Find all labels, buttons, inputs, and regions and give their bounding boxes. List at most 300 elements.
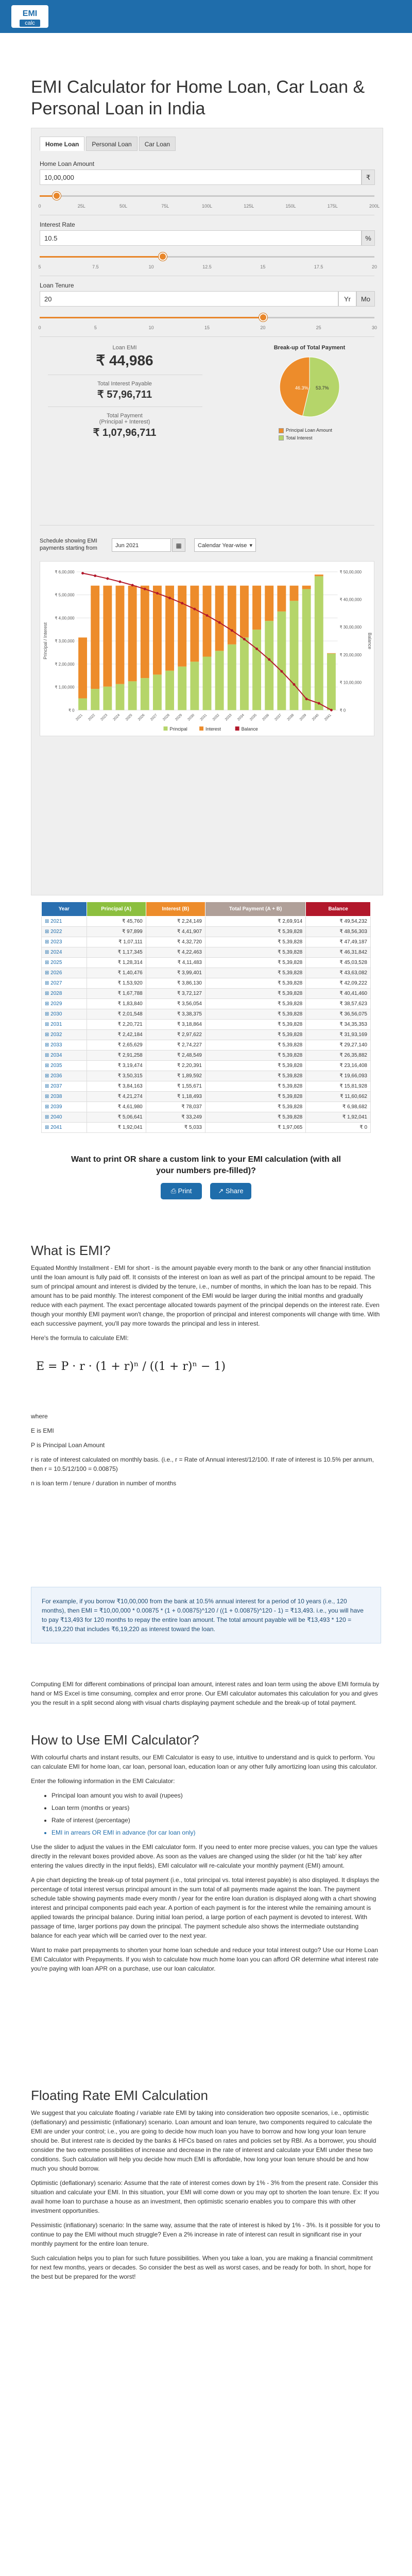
table-cell: ₹ 1,83,840	[87, 999, 146, 1009]
share-button[interactable]: ↗ Share	[210, 1183, 251, 1199]
heading-what-is-emi: What is EMI?	[31, 1243, 111, 1258]
chart-x-tick-label: 2031	[199, 713, 208, 722]
chart-bar-principal	[265, 621, 273, 710]
chart-right-tick-label: ₹ 50,00,000	[339, 569, 362, 574]
table-cell: ₹ 4,21,274	[87, 1092, 146, 1102]
table-cell: ₹ 3,18,864	[146, 1020, 205, 1030]
slider-tick-label: 20	[260, 325, 266, 330]
tenure-unit-months[interactable]: Mo	[356, 291, 375, 307]
schedule-start-date-input[interactable]: Jun 2021	[112, 538, 171, 552]
table-cell: ₹ 1,67,788	[87, 989, 146, 999]
table-cell: ₹ 2,20,721	[87, 1020, 146, 1030]
table-cell: ₹ 4,32,720	[146, 937, 205, 947]
chart-x-tick-label: 2039	[299, 713, 307, 722]
slider-tick-label: 17.5	[314, 264, 323, 269]
share-icon: ↗	[218, 1187, 224, 1195]
slider-tick-label: 5	[38, 264, 41, 269]
def-e: E is EMI	[31, 1427, 54, 1434]
formula-definitions	[31, 1412, 381, 1493]
chart-x-tick-label: 2033	[224, 713, 233, 722]
chart-x-tick-label: 2038	[286, 713, 295, 722]
table-cell: ₹ 5,39,828	[205, 1061, 305, 1071]
table-cell: ₹ 2,24,149	[146, 917, 205, 927]
slider-tick-label: 15	[260, 264, 266, 269]
slider-tick-label: 10	[148, 325, 154, 330]
year-cell[interactable]: ⊞ 2039	[42, 1102, 87, 1112]
chart-x-tick-label: 2021	[75, 713, 83, 722]
year-cell[interactable]: ⊞ 2033	[42, 1040, 87, 1050]
table-cell: ₹ 31,93,169	[306, 1030, 371, 1040]
table-cell: ₹ 5,39,828	[205, 1050, 305, 1061]
chart-bar-principal	[178, 667, 186, 710]
year-cell[interactable]: ⊞ 2041	[42, 1123, 87, 1133]
tab-home-loan[interactable]: Home Loan	[40, 137, 84, 151]
chart-x-tick-label: 2037	[274, 713, 283, 722]
chart-bar-interest	[78, 637, 87, 698]
table-cell: ₹ 29,27,140	[306, 1040, 371, 1050]
loan-tenure-input[interactable]: 20	[40, 291, 338, 307]
loan-tenure-ticks	[38, 325, 377, 332]
table-cell: ₹ 3,84,163	[87, 1081, 146, 1092]
table-cell: ₹ 4,22,463	[146, 947, 205, 958]
table-header: Balance	[306, 902, 371, 917]
chart-bar-interest	[203, 586, 212, 657]
table-cell: ₹ 1,97,065	[205, 1123, 305, 1133]
table-cell: ₹ 97,899	[87, 927, 146, 937]
interest-rate-unit: %	[362, 230, 375, 246]
pie-principal-pct: 46.3%	[295, 385, 308, 391]
table-row[interactable]	[42, 958, 371, 968]
table-cell: ₹ 6,98,682	[306, 1102, 371, 1112]
year-cell[interactable]: ⊞ 2029	[42, 999, 87, 1009]
slider-tick-label: 10	[148, 264, 154, 269]
table-row[interactable]	[42, 1050, 371, 1061]
heading-how-to-use: How to Use EMI Calculator?	[31, 1732, 199, 1748]
chart-right-axis-label: Balance	[367, 632, 373, 650]
year-cell[interactable]: ⊞ 2028	[42, 989, 87, 999]
interest-rate-slider[interactable]	[40, 249, 374, 264]
table-row[interactable]	[42, 1071, 371, 1081]
table-cell: ₹ 11,60,662	[306, 1092, 371, 1102]
tab-personal-loan[interactable]: Personal Loan	[86, 137, 137, 151]
chart-bar-principal	[103, 687, 112, 710]
chart-bar-interest	[240, 586, 249, 638]
total-payment-label: Total Payment	[107, 413, 143, 419]
year-cell[interactable]: ⊞ 2038	[42, 1092, 87, 1102]
table-row[interactable]	[42, 1040, 371, 1050]
tab-car-loan[interactable]: Car Loan	[139, 137, 176, 151]
print-button[interactable]: ⎙ Print	[161, 1183, 202, 1199]
table-cell: ₹ 4,61,980	[87, 1102, 146, 1112]
chart-bar-interest	[190, 586, 199, 662]
pie-svg	[248, 351, 371, 423]
table-header: Principal (A)	[87, 902, 146, 917]
payment-schedule-chart	[40, 561, 374, 736]
year-cell[interactable]: ⊞ 2040	[42, 1112, 87, 1123]
table-cell: ₹ 2,42,184	[87, 1030, 146, 1040]
table-cell: ₹ 1,07,111	[87, 937, 146, 947]
chart-bar-principal	[252, 630, 261, 710]
slider-tick-label: 0	[38, 325, 41, 330]
chart-bar-principal	[153, 674, 162, 710]
chart-x-tick-label: 2029	[175, 713, 183, 722]
total-interest-value: ₹ 57,96,711	[97, 389, 152, 400]
site-header	[0, 0, 412, 33]
chart-point-balance	[193, 608, 196, 611]
chart-legend-label: Principal	[169, 726, 187, 732]
where-label: where	[31, 1413, 48, 1420]
chart-bar-interest	[252, 586, 261, 630]
year-cell[interactable]: ⊞ 2037	[42, 1081, 87, 1092]
table-cell: ₹ 5,39,828	[205, 989, 305, 999]
chart-bar-principal	[165, 671, 174, 710]
table-cell: ₹ 5,033	[146, 1123, 205, 1133]
slider-tick-label: 125L	[244, 204, 254, 209]
para-how-intro: With colourful charts and instant results, our EMI Calculator is easy to use, intuitive to understand and is quick to perform. You can calculate EMI for home loan, car loan, personal loan, education loan or any other fully amortizing loan using this calculator.	[31, 1754, 377, 1770]
table-cell: ₹ 5,39,828	[205, 978, 305, 989]
chart-bar-interest	[302, 586, 311, 589]
def-r: r is rate of interest calculated on monthly basis. (i.e., r = Rate of Annual interest/12/100. If rate of interest is 10.5% per annum, then r = 10.5/12/100 = 0.00875)	[31, 1456, 374, 1472]
chart-point-balance	[106, 578, 109, 580]
table-cell: ₹ 1,92,041	[87, 1123, 146, 1133]
para-pie-chart: A pie chart depicting the break-up of total payment (i.e., total principal vs. total interest payable) is also displayed. It displays the percentage of total interest versus principal amount in the sum total of all payments made against the loan. The payment schedule table showing payments made every month / year for the entire loan duration is displayed along with a chart showing interest and principal components paid each year. A portion of each payment is for the interest while the remaining amount is applied towards the principal balance. During initial loan period, a large portion of each payment is devoted to interest. With passage of time, larger portions pay down the principal. The payment schedule also shows the intermediate outstanding balance for each year which will be carried over to the next year.	[31, 1876, 380, 1939]
chart-x-tick-label: 2035	[249, 713, 258, 722]
table-row[interactable]	[42, 1123, 371, 1133]
schedule-view-select[interactable]: Calendar Year-wise ▾	[194, 538, 256, 552]
slider-tick-label: 150L	[285, 204, 296, 209]
para-optimistic: Optimistic (deflationary) scenario: Assume that the rate of interest comes down by 1% - 3% from the present rate. Consider this situation and calculate your EMI. In this situation, your EMI will come down or you may opt to shorten the loan tenure. Ex: If you avail home loan to purchase a house as an investment, then optimistic scenario enables you to compare this with other investment opportunities.	[31, 2179, 379, 2214]
table-cell: ₹ 45,760	[87, 917, 146, 927]
chart-point-balance	[168, 597, 171, 599]
loan-amount-input[interactable]: 10,00,000	[40, 170, 362, 185]
loan-amount-ticks	[38, 204, 380, 211]
table-cell: ₹ 19,66,093	[306, 1071, 371, 1081]
payment-breakup-pie-chart	[248, 345, 371, 443]
slider-tick-label: 25L	[77, 204, 85, 209]
table-row[interactable]	[42, 1081, 371, 1092]
table-cell: ₹ 1,55,671	[146, 1081, 205, 1092]
article-how-to-use	[31, 1731, 381, 1978]
year-cell[interactable]: ⊞ 2034	[42, 1050, 87, 1061]
chart-bar-interest	[141, 586, 149, 678]
table-cell: ₹ 5,39,828	[205, 968, 305, 978]
table-cell: ₹ 78,037	[146, 1102, 205, 1112]
list-item: • Loan term (months or years)	[52, 1803, 381, 1812]
chart-point-balance	[293, 683, 296, 686]
chart-x-tick-label: 2023	[100, 713, 109, 722]
loan-amount-label: Home Loan Amount	[40, 160, 95, 167]
year-cell[interactable]: ⊞ 2022	[42, 927, 87, 937]
total-interest-result	[40, 381, 210, 401]
table-header: Total Payment (A + B)	[205, 902, 305, 917]
chart-x-tick-label: 2028	[162, 713, 170, 722]
chart-x-tick-label: 2040	[311, 713, 320, 722]
article-floating-rate	[31, 2087, 381, 2286]
para-pessimistic: Pessimistic (inflationary) scenario: In the same way, assume that the rate of interest is hiked by 1% - 3%. Is it possible for you to continue to pay the EMI without much struggle? Even a 2% increase in rate of interest can result in significant rise in your monthly payment for the entire loan tenure.	[31, 2222, 381, 2247]
slider-tick-label: 25	[316, 325, 321, 330]
chart-bar-principal	[290, 601, 299, 710]
chart-bar-interest	[103, 586, 112, 687]
schedule-controls	[40, 535, 374, 556]
slider-tick-label: 5	[94, 325, 97, 330]
table-cell: ₹ 15,81,928	[306, 1081, 371, 1092]
payment-schedule-table	[41, 902, 371, 1133]
table-row[interactable]	[42, 999, 371, 1009]
table-row[interactable]	[42, 968, 371, 978]
chart-x-tick-label: 2041	[323, 713, 332, 722]
table-row[interactable]	[42, 1009, 371, 1020]
chart-left-tick-label: ₹ 4,00,000	[55, 616, 75, 621]
chart-bar-principal	[240, 637, 249, 710]
table-cell: ₹ 33,249	[146, 1112, 205, 1123]
table-cell: ₹ 2,74,227	[146, 1040, 205, 1050]
slider-tick-label: 15	[204, 325, 210, 330]
chart-point-balance	[206, 614, 209, 617]
slider-tick-label: 0	[38, 204, 41, 209]
loan-amount-unit: ₹	[362, 170, 375, 185]
chart-x-tick-label: 2025	[125, 713, 133, 722]
slider-tick-label: 175L	[327, 204, 338, 209]
table-cell: ₹ 1,89,592	[146, 1071, 205, 1081]
table-row[interactable]	[42, 937, 371, 947]
article-what-is-emi	[31, 1242, 381, 1348]
table-cell: ₹ 3,99,401	[146, 968, 205, 978]
table-row[interactable]	[42, 978, 371, 989]
table-cell: ₹ 1,17,345	[87, 947, 146, 958]
interest-rate-ticks	[38, 264, 377, 272]
chart-left-tick-label: ₹ 0	[68, 708, 75, 713]
table-cell: ₹ 43,63,082	[306, 968, 371, 978]
emi-label: Loan EMI	[112, 345, 137, 351]
heading-floating-rate: Floating Rate EMI Calculation	[31, 2088, 208, 2103]
table-cell: ₹ 3,19,474	[87, 1061, 146, 1071]
year-cell[interactable]: ⊞ 2035	[42, 1061, 87, 1071]
chart-left-tick-label: ₹ 6,00,000	[55, 569, 75, 574]
chart-right-tick-label: ₹ 20,00,000	[339, 652, 362, 657]
site-logo[interactable]	[11, 5, 48, 28]
chart-bar-principal	[277, 612, 286, 710]
table-cell: ₹ 2,20,391	[146, 1061, 205, 1071]
table-header: Year	[42, 902, 87, 917]
table-cell: ₹ 42,09,222	[306, 978, 371, 989]
chart-bar-principal	[190, 662, 199, 710]
table-cell: ₹ 5,39,828	[205, 1040, 305, 1050]
chart-right-tick-label: ₹ 40,00,000	[339, 597, 362, 602]
pie-legend-interest: Total Interest	[248, 435, 371, 441]
chart-x-tick-label: 2022	[88, 713, 96, 722]
para-prepayments: Want to make part prepayments to shorten your home loan schedule and reduce your total interest outgo? Use our Home Loan EMI Calculator with Prepayments. If you wish to calculate how much home loan you can afford OR determine what interest rate you're paying with loan APR on a purchase, use our loan calculator.	[31, 1946, 379, 1972]
year-cell[interactable]: ⊞ 2025	[42, 958, 87, 968]
input-list	[52, 1791, 381, 1837]
table-cell: ₹ 38,57,623	[306, 999, 371, 1009]
chart-bar-interest	[265, 586, 273, 621]
chart-legend-label: Interest	[205, 726, 221, 732]
loan-tenure-slider-handle[interactable]	[259, 313, 267, 321]
interest-rate-input[interactable]: 10.5	[40, 230, 362, 246]
table-cell: ₹ 5,39,828	[205, 1009, 305, 1020]
article-computing	[31, 1680, 381, 1713]
chart-legend-label: Balance	[241, 726, 258, 732]
table-cell: ₹ 1,28,314	[87, 958, 146, 968]
tenure-unit-years[interactable]: Yr	[338, 291, 356, 307]
chart-x-tick-label: 2024	[112, 713, 121, 722]
chart-legend-swatch	[199, 726, 203, 731]
table-cell: ₹ 2,48,549	[146, 1050, 205, 1061]
table-cell: ₹ 1,18,493	[146, 1092, 205, 1102]
year-cell[interactable]: ⊞ 2023	[42, 937, 87, 947]
table-cell: ₹ 36,56,075	[306, 1009, 371, 1020]
table-cell: ₹ 3,56,054	[146, 999, 205, 1009]
chart-right-tick-label: ₹ 10,00,000	[339, 680, 362, 685]
table-row[interactable]	[42, 1030, 371, 1040]
table-row[interactable]	[42, 1102, 371, 1112]
table-row[interactable]	[42, 947, 371, 958]
pie-legend-principal: Principal Loan Amount	[248, 428, 371, 433]
table-cell: ₹ 47,49,187	[306, 937, 371, 947]
emi-formula: E = P · r · (1 + r)ⁿ / ((1 + r)ⁿ − 1)	[36, 1360, 226, 1373]
chart-bar-principal	[116, 684, 125, 710]
table-row[interactable]	[42, 1092, 371, 1102]
emi-value: ₹ 44,986	[96, 352, 153, 368]
list-item[interactable]: • EMI in arrears OR EMI in advance (for car loan only)	[52, 1828, 381, 1837]
table-cell: ₹ 5,39,828	[205, 1092, 305, 1102]
table-row[interactable]	[42, 927, 371, 937]
chart-right-tick-label: ₹ 30,00,000	[339, 625, 362, 630]
chart-bar-interest	[290, 586, 299, 601]
chart-point-balance	[218, 621, 221, 624]
table-row[interactable]	[42, 989, 371, 999]
loan-amount-slider[interactable]	[40, 188, 374, 204]
chart-x-tick-label: 2027	[149, 713, 158, 722]
table-row[interactable]	[42, 1061, 371, 1071]
total-payment-value: ₹ 1,07,96,711	[93, 427, 157, 438]
chart-point-balance	[231, 629, 233, 632]
table-row[interactable]	[42, 1020, 371, 1030]
emi-example-box: For example, if you borrow ₹10,00,000 from the bank at 10.5% annual interest for a period of 10 years (i.e., 120 months), then EMI = ₹10,00,000 * 0.00875 * (1 + 0.00875)^120 / ((1 + 0.00875)^120 - 1) = ₹13,493. i.e., you will have to pay ₹13,493 for 120 months to repay the entire loan amount. The total amount payable will be ₹13,493 * 120 = ₹16,19,220 that includes ₹6,19,220 as interest toward the loan.	[31, 1587, 381, 1643]
chart-point-balance	[280, 670, 283, 673]
table-cell: ₹ 1,40,476	[87, 968, 146, 978]
slider-tick-label: 7.5	[92, 264, 99, 269]
def-n: n is loan term / tenure / duration in number of months	[31, 1480, 177, 1487]
table-cell: ₹ 23,16,408	[306, 1061, 371, 1071]
chart-bar-principal	[78, 698, 87, 710]
para-computing: Computing EMI for different combinations of principal loan amount, interest rates and loan term using the above EMI formula by hand or MS Excel is time consuming, complex and error prone. Our EMI calculator automates this calculation for you and gives you the result in a split second along with visual charts displaying payment schedule and the break-up of total payment.	[31, 1681, 380, 1706]
loan-type-tabs	[40, 137, 177, 151]
para-enter-info: Enter the following information in the EMI Calculator:	[31, 1777, 175, 1785]
chart-right-tick-label: ₹ 0	[339, 708, 346, 713]
chart-point-balance	[305, 698, 308, 700]
year-cell[interactable]: ⊞ 2021	[42, 917, 87, 927]
table-cell: ₹ 45,03,528	[306, 958, 371, 968]
total-payment-result	[40, 413, 210, 439]
table-cell: ₹ 34,35,353	[306, 1020, 371, 1030]
table-cell: ₹ 1,92,041	[306, 1112, 371, 1123]
table-cell: ₹ 5,39,828	[205, 1071, 305, 1081]
chart-legend-swatch	[164, 726, 168, 731]
table-row[interactable]	[42, 1112, 371, 1123]
schedule-label: Schedule showing EMI payments starting from	[40, 538, 97, 551]
chart-x-tick-label: 2036	[262, 713, 270, 722]
table-cell: ₹ 2,01,548	[87, 1009, 146, 1020]
interest-rate-slider-handle[interactable]	[159, 252, 167, 261]
table-cell: ₹ 1,53,920	[87, 978, 146, 989]
table-cell: ₹ 2,69,914	[205, 917, 305, 927]
year-cell[interactable]: ⊞ 2031	[42, 1020, 87, 1030]
slider-tick-label: 12.5	[202, 264, 212, 269]
chart-point-balance	[156, 592, 159, 595]
para-emi-definition: Equated Monthly Installment - EMI for short - is the amount payable every month to the bank or any other financial institution until the loan amount is fully paid off. It consists of the interest on loan as well as part of the principal amount to be repaid. The sum of principal amount and interest is divided by the tenure, i.e., number of months, in which the loan has to be repaid. This amount has to be paid monthly. The interest component of the EMI would be larger during the initial months and gradually reduce with each payment. The exact percentage allocated towards payment of the principal depends on the interest rate. Even though your monthly EMI payment won't change, the proportion of principal and interest components will change with time. With each successive payment, you'll pay more towards the principal and less in interest.	[31, 1264, 380, 1327]
loan-amount-slider-handle[interactable]	[53, 192, 61, 200]
chart-bar-principal	[228, 645, 236, 710]
chart-x-tick-label: 2034	[236, 713, 245, 722]
chart-bar-principal	[203, 657, 212, 710]
slider-tick-label: 30	[371, 325, 377, 330]
table-cell: ₹ 5,39,828	[205, 1081, 305, 1092]
loan-tenure-slider[interactable]	[40, 310, 374, 325]
table-cell: ₹ 4,41,907	[146, 927, 205, 937]
slider-tick-label: 75L	[161, 204, 169, 209]
table-cell: ₹ 5,39,828	[205, 1112, 305, 1123]
chart-bar-principal	[302, 589, 311, 710]
chart-left-tick-label: ₹ 3,00,000	[55, 639, 75, 644]
year-cell[interactable]: ⊞ 2032	[42, 1030, 87, 1040]
table-row[interactable]	[42, 917, 371, 927]
table-cell: ₹ 5,39,828	[205, 1030, 305, 1040]
share-cta-text: Want to print OR share a custom link to your EMI calculation (with all your numbers pre-filled)?	[71, 1155, 341, 1175]
table-cell: ₹ 5,39,828	[205, 927, 305, 937]
table-cell: ₹ 3,38,375	[146, 1009, 205, 1020]
year-cell[interactable]: ⊞ 2024	[42, 947, 87, 958]
chart-left-tick-label: ₹ 5,00,000	[55, 592, 75, 598]
loan-tenure-label: Loan Tenure	[40, 282, 74, 289]
year-cell[interactable]: ⊞ 2036	[42, 1071, 87, 1081]
total-payment-sublabel: (Principal + Interest)	[99, 419, 150, 425]
emi-result	[40, 345, 210, 369]
chart-bar-principal	[215, 651, 224, 710]
slider-tick-label: 20	[371, 264, 377, 269]
para-floating-intro: We suggest that you calculate floating / variable rate EMI by taking into consideration two opposite scenarios, i.e., optimistic (deflationary) and pessimistic (inflationary) scenario. Loan amount and loan tenure, two components required to calculate the EMI are under your control; i.e., you are going to decide how much loan you have to borrow and how long your loan tenure should be. But interest rate is decided by the banks & HFCs based on rates and policies set by RBI. As a borrower, you should consider the two extreme possibilities of increase and decrease in the rate of interest and calculate your EMI under these two conditions. Such calculation will help you decide how much EMI is affordable, how long your loan tenure should be and how much you should borrow.	[31, 2109, 376, 2172]
year-cell[interactable]: ⊞ 2027	[42, 978, 87, 989]
chart-point-balance	[330, 709, 333, 711]
slider-tick-label: 200L	[369, 204, 380, 209]
chart-bar-interest	[228, 586, 236, 645]
year-cell[interactable]: ⊞ 2026	[42, 968, 87, 978]
chart-bar-interest	[315, 574, 323, 576]
calendar-icon[interactable]: ▦	[172, 538, 185, 552]
table-cell: ₹ 2,97,622	[146, 1030, 205, 1040]
chart-point-balance	[81, 572, 84, 574]
slider-tick-label: 100L	[201, 204, 213, 209]
chart-bar-interest	[91, 586, 99, 689]
printer-icon: ⎙	[170, 1187, 177, 1195]
chart-left-tick-label: ₹ 1,00,000	[55, 685, 75, 690]
emi-calculator-panel	[31, 128, 383, 895]
page-title: EMI Calculator for Home Loan, Car Loan & Personal Loan in India	[31, 77, 365, 118]
interest-rate-label: Interest Rate	[40, 221, 75, 228]
chart-point-balance	[318, 702, 320, 705]
chart-point-balance	[243, 638, 246, 640]
table-cell: ₹ 5,39,828	[205, 1020, 305, 1030]
chart-bar-principal	[315, 576, 323, 710]
year-cell[interactable]: ⊞ 2030	[42, 1009, 87, 1020]
table-cell: ₹ 5,39,828	[205, 937, 305, 947]
chart-left-axis-label: Principal / Interest	[42, 622, 48, 659]
chart-bar-principal	[128, 681, 137, 710]
para-slider-usage: Use the slider to adjust the values in the EMI calculator form. If you need to enter more precise values, you can type the values directly in the relevant boxes provided above. As soon as the values are changed using the slider (or hit the 'tab' key after entering the values directly in the input fields), EMI calculator will re-calculate your monthly payment (EMI) amount.	[31, 1843, 378, 1869]
chart-bar-principal	[91, 689, 99, 710]
chart-legend-swatch	[235, 726, 239, 731]
table-cell: ₹ 5,39,828	[205, 999, 305, 1009]
